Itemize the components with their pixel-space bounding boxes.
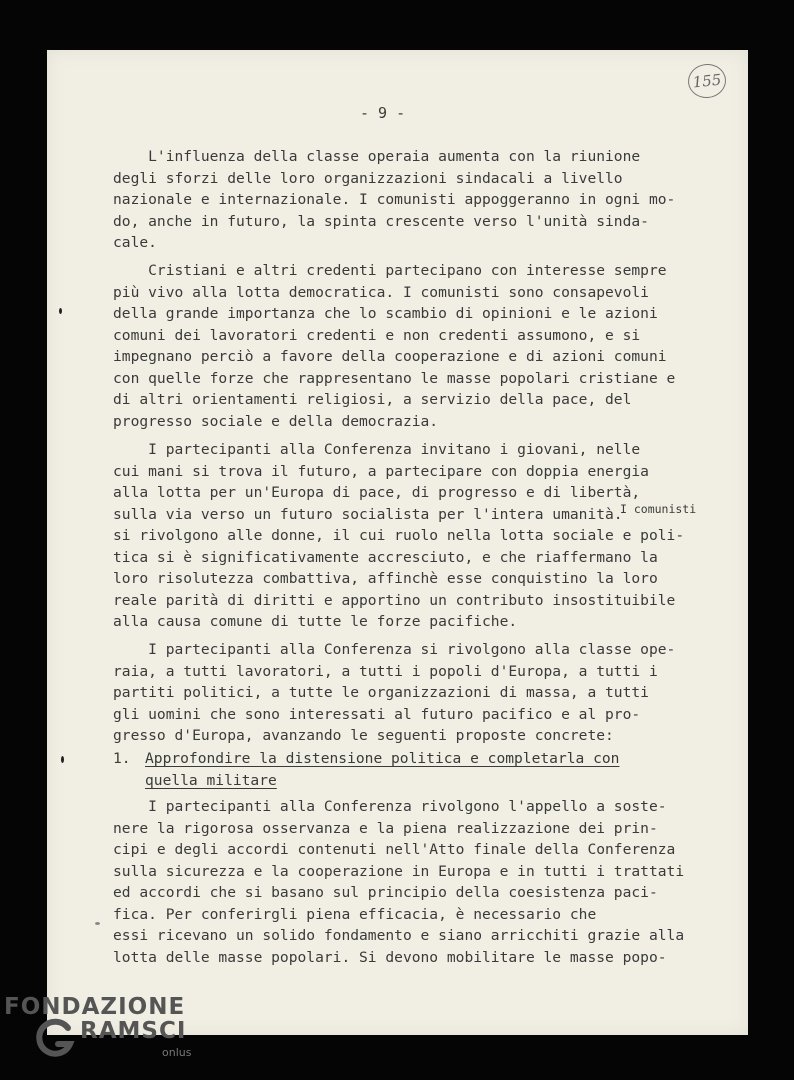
foundation-watermark-logo	[4, 994, 204, 1074]
document-page	[47, 50, 748, 1035]
list-item-heading-line-2: quella militare	[145, 772, 277, 789]
margin-mark	[59, 308, 62, 314]
watermark-gramsci-text: RAMSCI	[80, 1018, 187, 1044]
paragraph-women: si rivolgono alle donne, il cui ruolo nella lotta sociale e poli- tica si è significativamente accresciuto, e che riaffermano la loro risolutezza combattiva, affinchè esse conquistino la loro reale parità di diritti e apportino un contributo insostituibile alla causa comune di tutte le forze pacifiche.	[113, 527, 685, 631]
list-item-number: 1.	[113, 750, 131, 767]
page-number: - 9 -	[360, 104, 406, 122]
gramsci-g-logo-icon	[34, 1018, 76, 1060]
handwritten-insert: I comunisti	[620, 502, 697, 516]
watermark-onlus-text: onlus	[162, 1046, 192, 1059]
paragraph-labor-unity: L'influenza della classe operaia aumenta con la riunione degli sforzi delle loro organizzazioni sindacali a livello nazionale e internazionale. I comunisti appoggeranno in ogni mo- do, anche in futuro, la spinta crescente verso l'unità sinda- cale.	[113, 148, 676, 252]
margin-mark	[61, 756, 64, 763]
margin-mark	[95, 922, 100, 925]
watermark-foundation-text: FONDAZIONE	[4, 994, 186, 1020]
list-item-heading-line-1: Approfondire la distensione politica e completarla con	[145, 750, 620, 767]
paragraph-detente: I partecipanti alla Conferenza rivolgono l'appello a soste- nere la rigorosa osservanza e la piena realizzazione dei prin- cipi e degli accordi contenuti nell'Atto finale della Conferenza sulla sicurezza e la cooperazione in Europa e in tutti i trattati ed accordi che si basano sul principio della coesistenza paci- fica. Per conferirgli piena efficacia, è necessario che essi ricevano un solido fondamento e siano arricchiti grazie alla lotta delle masse popolari. Si devono mobilitare le masse popo-	[113, 798, 685, 966]
paragraph-appeal: I partecipanti alla Conferenza si rivolgono alla classe ope- raia, a tutti lavoratori, a tutti i popoli d'Europa, a tutti i partiti politici, a tutte le organizzazioni di massa, a tutti gli uomini che sono interessati al futuro pacifico e al pro- gresso d'Europa, avanzando le seguenti proposte concrete:	[113, 641, 676, 745]
paragraph-youth: I partecipanti alla Conferenza invitano i giovani, nelle cui mani si trova il futuro, a partecipare con doppia energia alla lotta per un'Europa di pace, di progresso e di libertà, sulla via verso un futuro socialista per l'intera umanità.	[113, 441, 649, 523]
archive-number-stamp: 155	[686, 62, 727, 100]
paragraph-christian-believers: Cristiani e altri credenti partecipano con interesse sempre più vivo alla lotta democratica. I comunisti sono consapevoli della grande importanza che lo scambio di opinioni e le azioni comuni dei lavoratori credenti e non credenti assumono, e si impegnano perciò a favore della cooperazione e di azioni comuni con quelle forze che rappresentano le masse popolari cristiane e di altri orientamenti religiosi, a servizio della pace, del progresso sociale e della democrazia.	[113, 262, 676, 430]
